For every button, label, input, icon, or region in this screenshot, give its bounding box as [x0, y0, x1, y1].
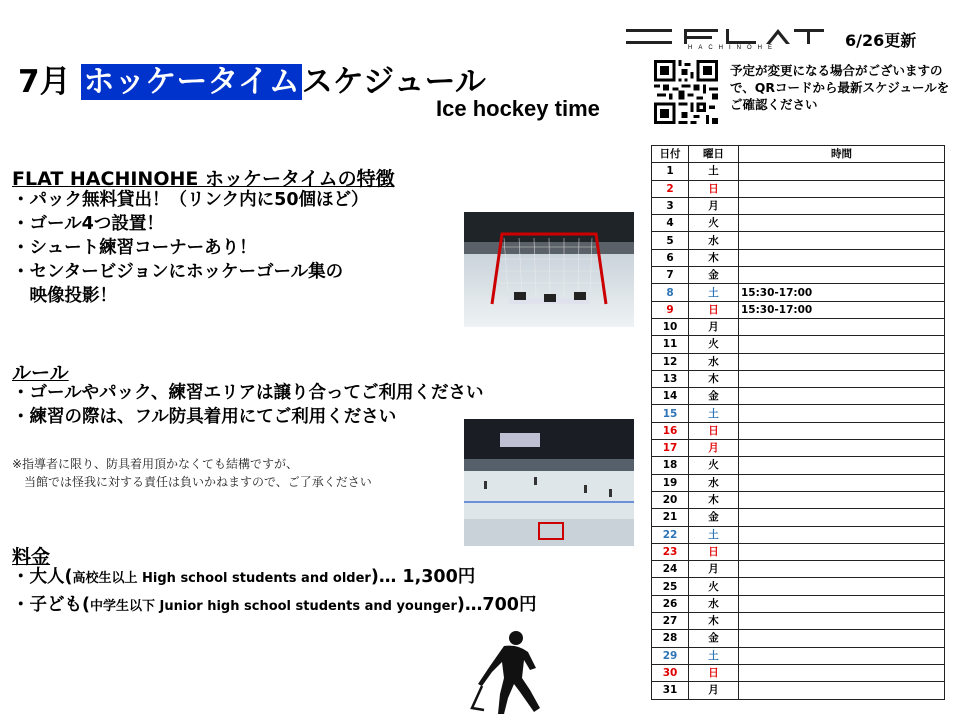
time-cell [739, 561, 945, 578]
day-cell: 火 [689, 215, 739, 232]
day-cell: 木 [689, 491, 739, 508]
table-row [652, 664, 945, 681]
day-cell: 水 [689, 353, 739, 370]
table-row [652, 440, 945, 457]
date-cell: 29 [652, 647, 689, 664]
time-cell [739, 336, 945, 353]
day-cell: 土 [689, 163, 739, 180]
day-cell: 金 [689, 267, 739, 284]
date-cell: 24 [652, 561, 689, 578]
time-cell [739, 232, 945, 249]
date-cell: 3 [652, 197, 689, 214]
table-header-row [652, 146, 945, 163]
time-cell [739, 215, 945, 232]
table-row [652, 474, 945, 491]
date-cell: 2 [652, 180, 689, 197]
table-row [652, 180, 945, 197]
features-heading: FLAT HACHINOHE ホッケータイムの特徴 [12, 168, 395, 190]
date-cell: 12 [652, 353, 689, 370]
date-cell: 26 [652, 595, 689, 612]
page-title [18, 56, 486, 101]
table-row [652, 353, 945, 370]
day-cell: 金 [689, 509, 739, 526]
time-cell [739, 440, 945, 457]
list-item: ・シュート練習コーナーあり！ [12, 238, 257, 258]
ice-rink-photo [464, 419, 634, 546]
day-cell: 日 [689, 543, 739, 560]
table-row [652, 422, 945, 439]
time-cell [739, 353, 945, 370]
time-cell [739, 457, 945, 474]
day-cell: 月 [689, 682, 739, 699]
time-cell [739, 267, 945, 284]
schedule-table [651, 145, 945, 700]
note-line: 当館では怪我に対する責任は負いかねますので、ご了承ください [12, 475, 372, 489]
date-cell: 21 [652, 509, 689, 526]
date-cell: 22 [652, 526, 689, 543]
date-cell: 28 [652, 630, 689, 647]
time-cell [739, 509, 945, 526]
day-cell: 火 [689, 578, 739, 595]
time-cell: 15:30-17:00 [739, 284, 945, 301]
date-cell: 14 [652, 388, 689, 405]
time-cell [739, 630, 945, 647]
list-item: ・ゴール4つ設置！ [12, 214, 164, 234]
day-cell: 土 [689, 284, 739, 301]
column-header: 時間 [739, 146, 945, 163]
date-cell: 5 [652, 232, 689, 249]
day-cell: 土 [689, 647, 739, 664]
time-cell [739, 595, 945, 612]
day-cell: 日 [689, 422, 739, 439]
table-row [652, 630, 945, 647]
title-month: 7月 [18, 64, 71, 100]
fee-adult: ・大人(高校生以上 High school students and older)… 1,300円 [12, 567, 476, 587]
table-row [652, 526, 945, 543]
time-cell: 15:30-17:00 [739, 301, 945, 318]
title-highlight: ホッケータイム [83, 64, 300, 100]
updated-date: 6/26更新 [845, 31, 917, 50]
table-row [652, 595, 945, 612]
time-cell [739, 180, 945, 197]
table-row [652, 613, 945, 630]
table-row [652, 197, 945, 214]
day-cell: 月 [689, 440, 739, 457]
table-row [652, 561, 945, 578]
day-cell: 水 [689, 232, 739, 249]
table-row [652, 370, 945, 387]
day-cell: 火 [689, 336, 739, 353]
hockey-player-icon [470, 628, 550, 720]
table-row [652, 509, 945, 526]
title-rest: スケジュール [301, 64, 486, 100]
day-cell: 火 [689, 457, 739, 474]
date-cell: 7 [652, 267, 689, 284]
table-row [652, 163, 945, 180]
table-row [652, 405, 945, 422]
time-cell [739, 491, 945, 508]
day-cell: 日 [689, 664, 739, 681]
table-row [652, 318, 945, 335]
day-cell: 月 [689, 318, 739, 335]
qr-code-icon[interactable] [654, 60, 718, 124]
table-row [652, 336, 945, 353]
list-item: ・練習の際は、フル防具着用にてご利用ください [12, 407, 397, 427]
time-cell [739, 474, 945, 491]
table-row [652, 578, 945, 595]
table-row [652, 543, 945, 560]
time-cell [739, 197, 945, 214]
date-cell: 20 [652, 491, 689, 508]
time-cell [739, 405, 945, 422]
time-cell [739, 370, 945, 387]
list-item: 映像投影！ [12, 286, 117, 306]
list-item: ・センタービジョンにホッケーゴール集の [12, 262, 344, 282]
rules-heading: ルール [12, 362, 69, 384]
time-cell [739, 526, 945, 543]
fee-child: ・子ども(中学生以下 Junior high school students and younger)…700円 [12, 595, 537, 615]
time-cell [739, 613, 945, 630]
date-cell: 9 [652, 301, 689, 318]
time-cell [739, 388, 945, 405]
rules-note [12, 455, 372, 491]
day-cell: 月 [689, 561, 739, 578]
features-list [12, 188, 369, 308]
table-row [652, 388, 945, 405]
time-cell [739, 163, 945, 180]
hockey-goal-photo [464, 212, 634, 327]
column-header: 曜日 [689, 146, 739, 163]
table-row [652, 267, 945, 284]
day-cell: 水 [689, 595, 739, 612]
note-line: ※指導者に限り、防具着用頂かなくても結構ですが、 [12, 457, 299, 471]
date-cell: 8 [652, 284, 689, 301]
date-cell: 6 [652, 249, 689, 266]
fees-heading: 料金 [12, 546, 51, 568]
table-row [652, 301, 945, 318]
rules-list [12, 381, 483, 429]
date-cell: 27 [652, 613, 689, 630]
table-row [652, 457, 945, 474]
table-row [652, 232, 945, 249]
time-cell [739, 578, 945, 595]
page-subtitle: Ice hockey time [436, 96, 600, 121]
time-cell [739, 249, 945, 266]
time-cell [739, 543, 945, 560]
day-cell: 木 [689, 370, 739, 387]
day-cell: 土 [689, 526, 739, 543]
table-row [652, 682, 945, 699]
date-cell: 25 [652, 578, 689, 595]
date-cell: 4 [652, 215, 689, 232]
time-cell [739, 647, 945, 664]
table-row [652, 249, 945, 266]
day-cell: 土 [689, 405, 739, 422]
day-cell: 水 [689, 474, 739, 491]
date-cell: 1 [652, 163, 689, 180]
date-cell: 19 [652, 474, 689, 491]
date-cell: 30 [652, 664, 689, 681]
update-notice: 予定が変更になる場合がございますので、QRコードから最新スケジュールをご確認ください [730, 63, 950, 112]
day-cell: 木 [689, 613, 739, 630]
day-cell: 金 [689, 630, 739, 647]
list-item: ・パック無料貸出！（リンク内に50個ほど） [12, 190, 369, 210]
time-cell [739, 318, 945, 335]
table-row [652, 491, 945, 508]
column-header: 日付 [652, 146, 689, 163]
date-cell: 18 [652, 457, 689, 474]
table-row [652, 284, 945, 301]
date-cell: 31 [652, 682, 689, 699]
date-cell: 11 [652, 336, 689, 353]
day-cell: 日 [689, 180, 739, 197]
date-cell: 17 [652, 440, 689, 457]
time-cell [739, 664, 945, 681]
time-cell [739, 422, 945, 439]
logo-subtext: HACHINOHE [688, 45, 779, 51]
fees-list [12, 564, 536, 620]
day-cell: 日 [689, 301, 739, 318]
table-row [652, 215, 945, 232]
table-row [652, 647, 945, 664]
date-cell: 10 [652, 318, 689, 335]
date-cell: 13 [652, 370, 689, 387]
date-cell: 15 [652, 405, 689, 422]
list-item: ・ゴールやパック、練習エリアは譲り合ってご利用ください [12, 383, 484, 403]
date-cell: 16 [652, 422, 689, 439]
day-cell: 木 [689, 249, 739, 266]
day-cell: 金 [689, 388, 739, 405]
date-cell: 23 [652, 543, 689, 560]
time-cell [739, 682, 945, 699]
day-cell: 月 [689, 197, 739, 214]
